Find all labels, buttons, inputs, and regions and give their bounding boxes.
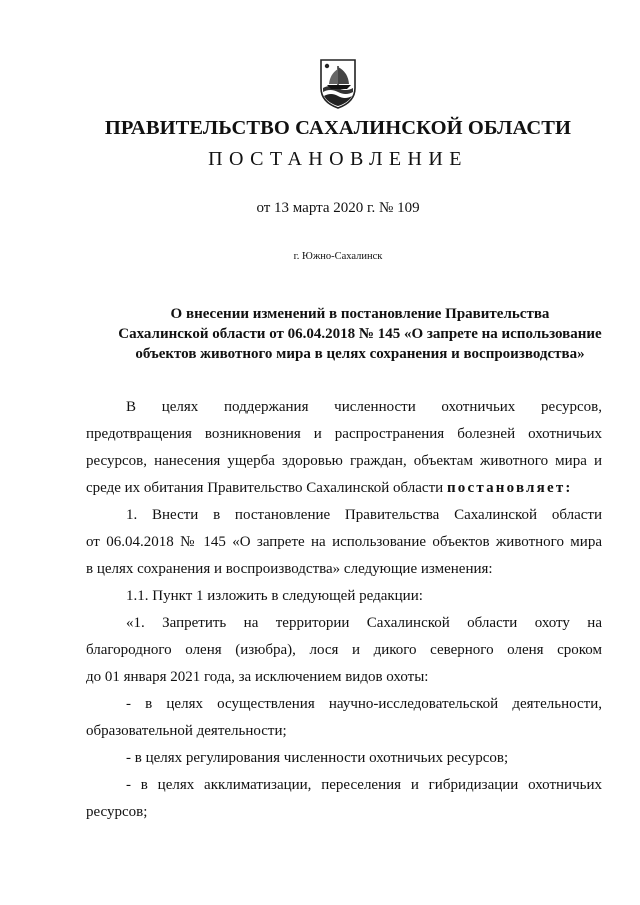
decrees-word: постановляет: [446, 480, 573, 496]
preamble-line-last [86, 475, 602, 502]
subject-line: объектов животного мира в целях сохранения и воспроизводства» [135, 346, 585, 362]
bullet-line: образовательной деятельности; [86, 723, 287, 739]
bullet-line: ресурсов; [86, 804, 148, 820]
document-type: ПОСТАНОВЛЕНИЕ [208, 148, 468, 170]
document-body [86, 394, 602, 826]
item1-1-line: 1.1. Пункт 1 изложить в следующей редакции: [126, 588, 423, 604]
preamble-line: предотвращения возникновения и распространения болезней охотничьих [86, 426, 602, 442]
item1-line: 1. Внести в постановление Правительства Сахалинской области [126, 507, 602, 523]
bullet-line: - в целях осуществления научно-исследовательской деятельности, [126, 696, 602, 712]
document-date-number: от 13 марта 2020 г. № 109 [256, 200, 420, 216]
preamble-line: В целях поддержания численности охотничьих ресурсов, [126, 399, 602, 415]
document-place: г. Южно-Сахалинск [293, 251, 383, 262]
item1-line: от 06.04.2018 № 145 «О запрете на использование объектов животного мира [86, 534, 602, 550]
subject-line: О внесении изменений в постановление Правительства [170, 306, 550, 322]
bullet-line: - в целях акклиматизации, переселения и гибридизации охотничьих [126, 777, 602, 793]
bullet-line: - в целях регулирования численности охотничьих ресурсов; [126, 750, 509, 766]
preamble-text: среде их обитания Правительство Сахалинской области [86, 480, 447, 496]
preamble-line: ресурсов, нанесения ущерба здоровью граждан, объектам животного мира и [86, 453, 602, 469]
subject-line: Сахалинской области от 06.04.2018 № 145 «О запрете на использование [118, 326, 602, 342]
sakhalin-coat-of-arms-icon [318, 58, 358, 110]
item1-line: в целях сохранения и воспроизводства» следующие изменения: [86, 561, 493, 577]
quote-line: «1. Запретить на территории Сахалинской области охоту на [126, 615, 602, 631]
quote-line: до 01 января 2021 года, за исключением видов охоты: [86, 669, 429, 685]
document-subject [80, 304, 640, 364]
quote-line: благородного оленя (изюбра), лося и дикого северного оленя сроком [86, 642, 602, 658]
government-title: ПРАВИТЕЛЬСТВО САХАЛИНСКОЙ ОБЛАСТИ [104, 117, 572, 139]
